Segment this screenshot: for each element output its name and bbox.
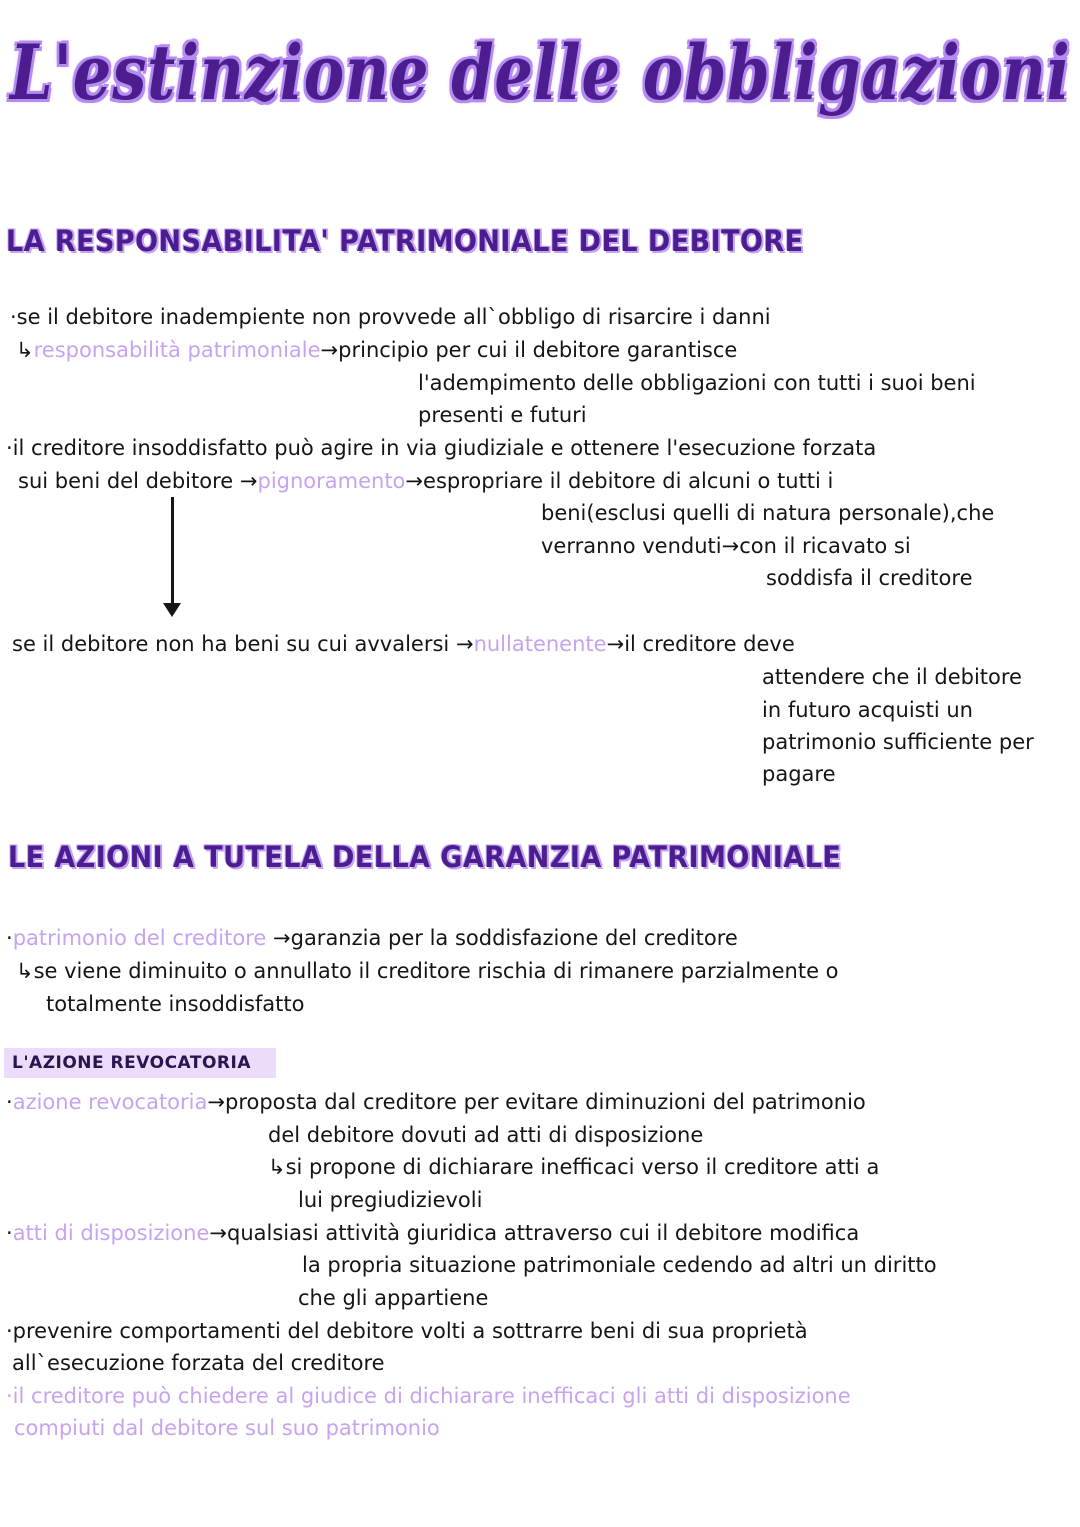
arrow-icon: → <box>405 469 424 493</box>
text-segment: il creditore deve <box>624 632 795 656</box>
hook-arrow-icon: ↳ <box>16 338 34 362</box>
section-heading-azioni: LE AZIONI A TUTELA DELLA GARANZIA PATRIMONIALE <box>8 840 842 874</box>
term-nullatenente: nullatenente <box>473 632 607 656</box>
arrow-icon: → <box>606 632 625 656</box>
arrow-icon: → <box>721 534 740 558</box>
text-line <box>12 628 795 661</box>
text-line: attendere che il debitore <box>762 665 1022 689</box>
text-line: presenti e futuri <box>418 403 587 427</box>
text-segment: principio per cui il debitore garantisce <box>338 338 738 362</box>
text-line <box>6 1217 859 1250</box>
arrow-icon: → <box>273 926 291 950</box>
text-line: ·il creditore insoddisfatto può agire in via giudiziale e ottenere l'esecuzione forzata <box>6 436 877 460</box>
term-responsabilita-patrimoniale: responsabilità patrimoniale <box>33 338 321 362</box>
text-line: soddisfa il creditore <box>766 566 973 590</box>
bullet: · <box>6 1221 13 1245</box>
arrow-icon: → <box>207 1090 225 1114</box>
text-line <box>18 465 833 498</box>
term-patrimonio-del-creditore: patrimonio del creditore <box>12 926 267 950</box>
text-line: beni(esclusi quelli di natura personale),che <box>541 501 995 525</box>
text-line: che gli appartiene <box>298 1286 489 1310</box>
term-pignoramento: pignoramento <box>257 469 406 493</box>
text-line: ↳si propone di dichiarare inefficaci verso il creditore atti a <box>268 1155 880 1179</box>
text-line: totalmente insoddisfatto <box>46 992 305 1016</box>
text-segment: garanzia per la soddisfazione del creditore <box>290 926 738 950</box>
arrow-icon: → <box>209 1221 227 1245</box>
text-line <box>541 530 911 563</box>
down-arrow-line <box>171 497 174 609</box>
arrow-icon: → <box>455 632 474 656</box>
text-line <box>6 1086 866 1119</box>
text-line: pagare <box>762 762 836 786</box>
text-line-highlight: ·il creditore può chiedere al giudice di dichiarare inefficaci gli atti di disposizione <box>6 1384 851 1408</box>
bullet: · <box>6 926 13 950</box>
text-line: ·se il debitore inadempiente non provvede all`obbligo di risarcire i danni <box>10 305 771 329</box>
subheading-azione-revocatoria: L'AZIONE REVOCATORIA <box>4 1048 276 1078</box>
page-title: L'estinzione delle obbligazioni <box>10 28 1071 117</box>
down-arrow-icon <box>163 603 181 617</box>
section-heading-responsabilita: LA RESPONSABILITA' PATRIMONIALE DEL DEBITORE <box>6 224 804 258</box>
arrow-icon: → <box>320 338 339 362</box>
text-line: l'adempimento delle obbligazioni con tutti i suoi beni <box>418 371 976 395</box>
text-line-highlight: compiuti dal debitore sul suo patrimonio <box>14 1416 440 1440</box>
term-azione-revocatoria: azione revocatoria <box>12 1090 208 1114</box>
text-segment: verranno venduti <box>541 534 722 558</box>
text-line <box>6 922 738 955</box>
text-segment: con il ricavato si <box>739 534 911 558</box>
arrow-icon: → <box>239 469 258 493</box>
text-line: lui pregiudizievoli <box>298 1188 483 1212</box>
bullet: · <box>6 1090 13 1114</box>
text-segment: qualsiasi attività giuridica attraverso cui il debitore modifica <box>226 1221 860 1245</box>
text-segment: proposta dal creditore per evitare diminuzioni del patrimonio <box>224 1090 866 1114</box>
text-line: all`esecuzione forzata del creditore <box>12 1351 385 1375</box>
text-line: ↳se viene diminuito o annullato il creditore rischia di rimanere parzialmente o <box>16 959 839 983</box>
text-line: del debitore dovuti ad atti di disposizione <box>268 1123 704 1147</box>
text-segment: sui beni del debitore <box>18 469 234 493</box>
term-atti-di-disposizione: atti di disposizione <box>12 1221 210 1245</box>
text-segment: espropriare il debitore di alcuni o tutti i <box>423 469 834 493</box>
text-line: in futuro acquisti un <box>762 698 973 722</box>
text-line <box>16 334 737 367</box>
text-segment: se il debitore non ha beni su cui avvalersi <box>12 632 450 656</box>
text-line: patrimonio sufficiente per <box>762 730 1034 754</box>
text-line: la propria situazione patrimoniale cedendo ad altri un diritto <box>302 1253 937 1277</box>
text-line: ·prevenire comportamenti del debitore volti a sottrarre beni di sua proprietà <box>6 1319 808 1343</box>
